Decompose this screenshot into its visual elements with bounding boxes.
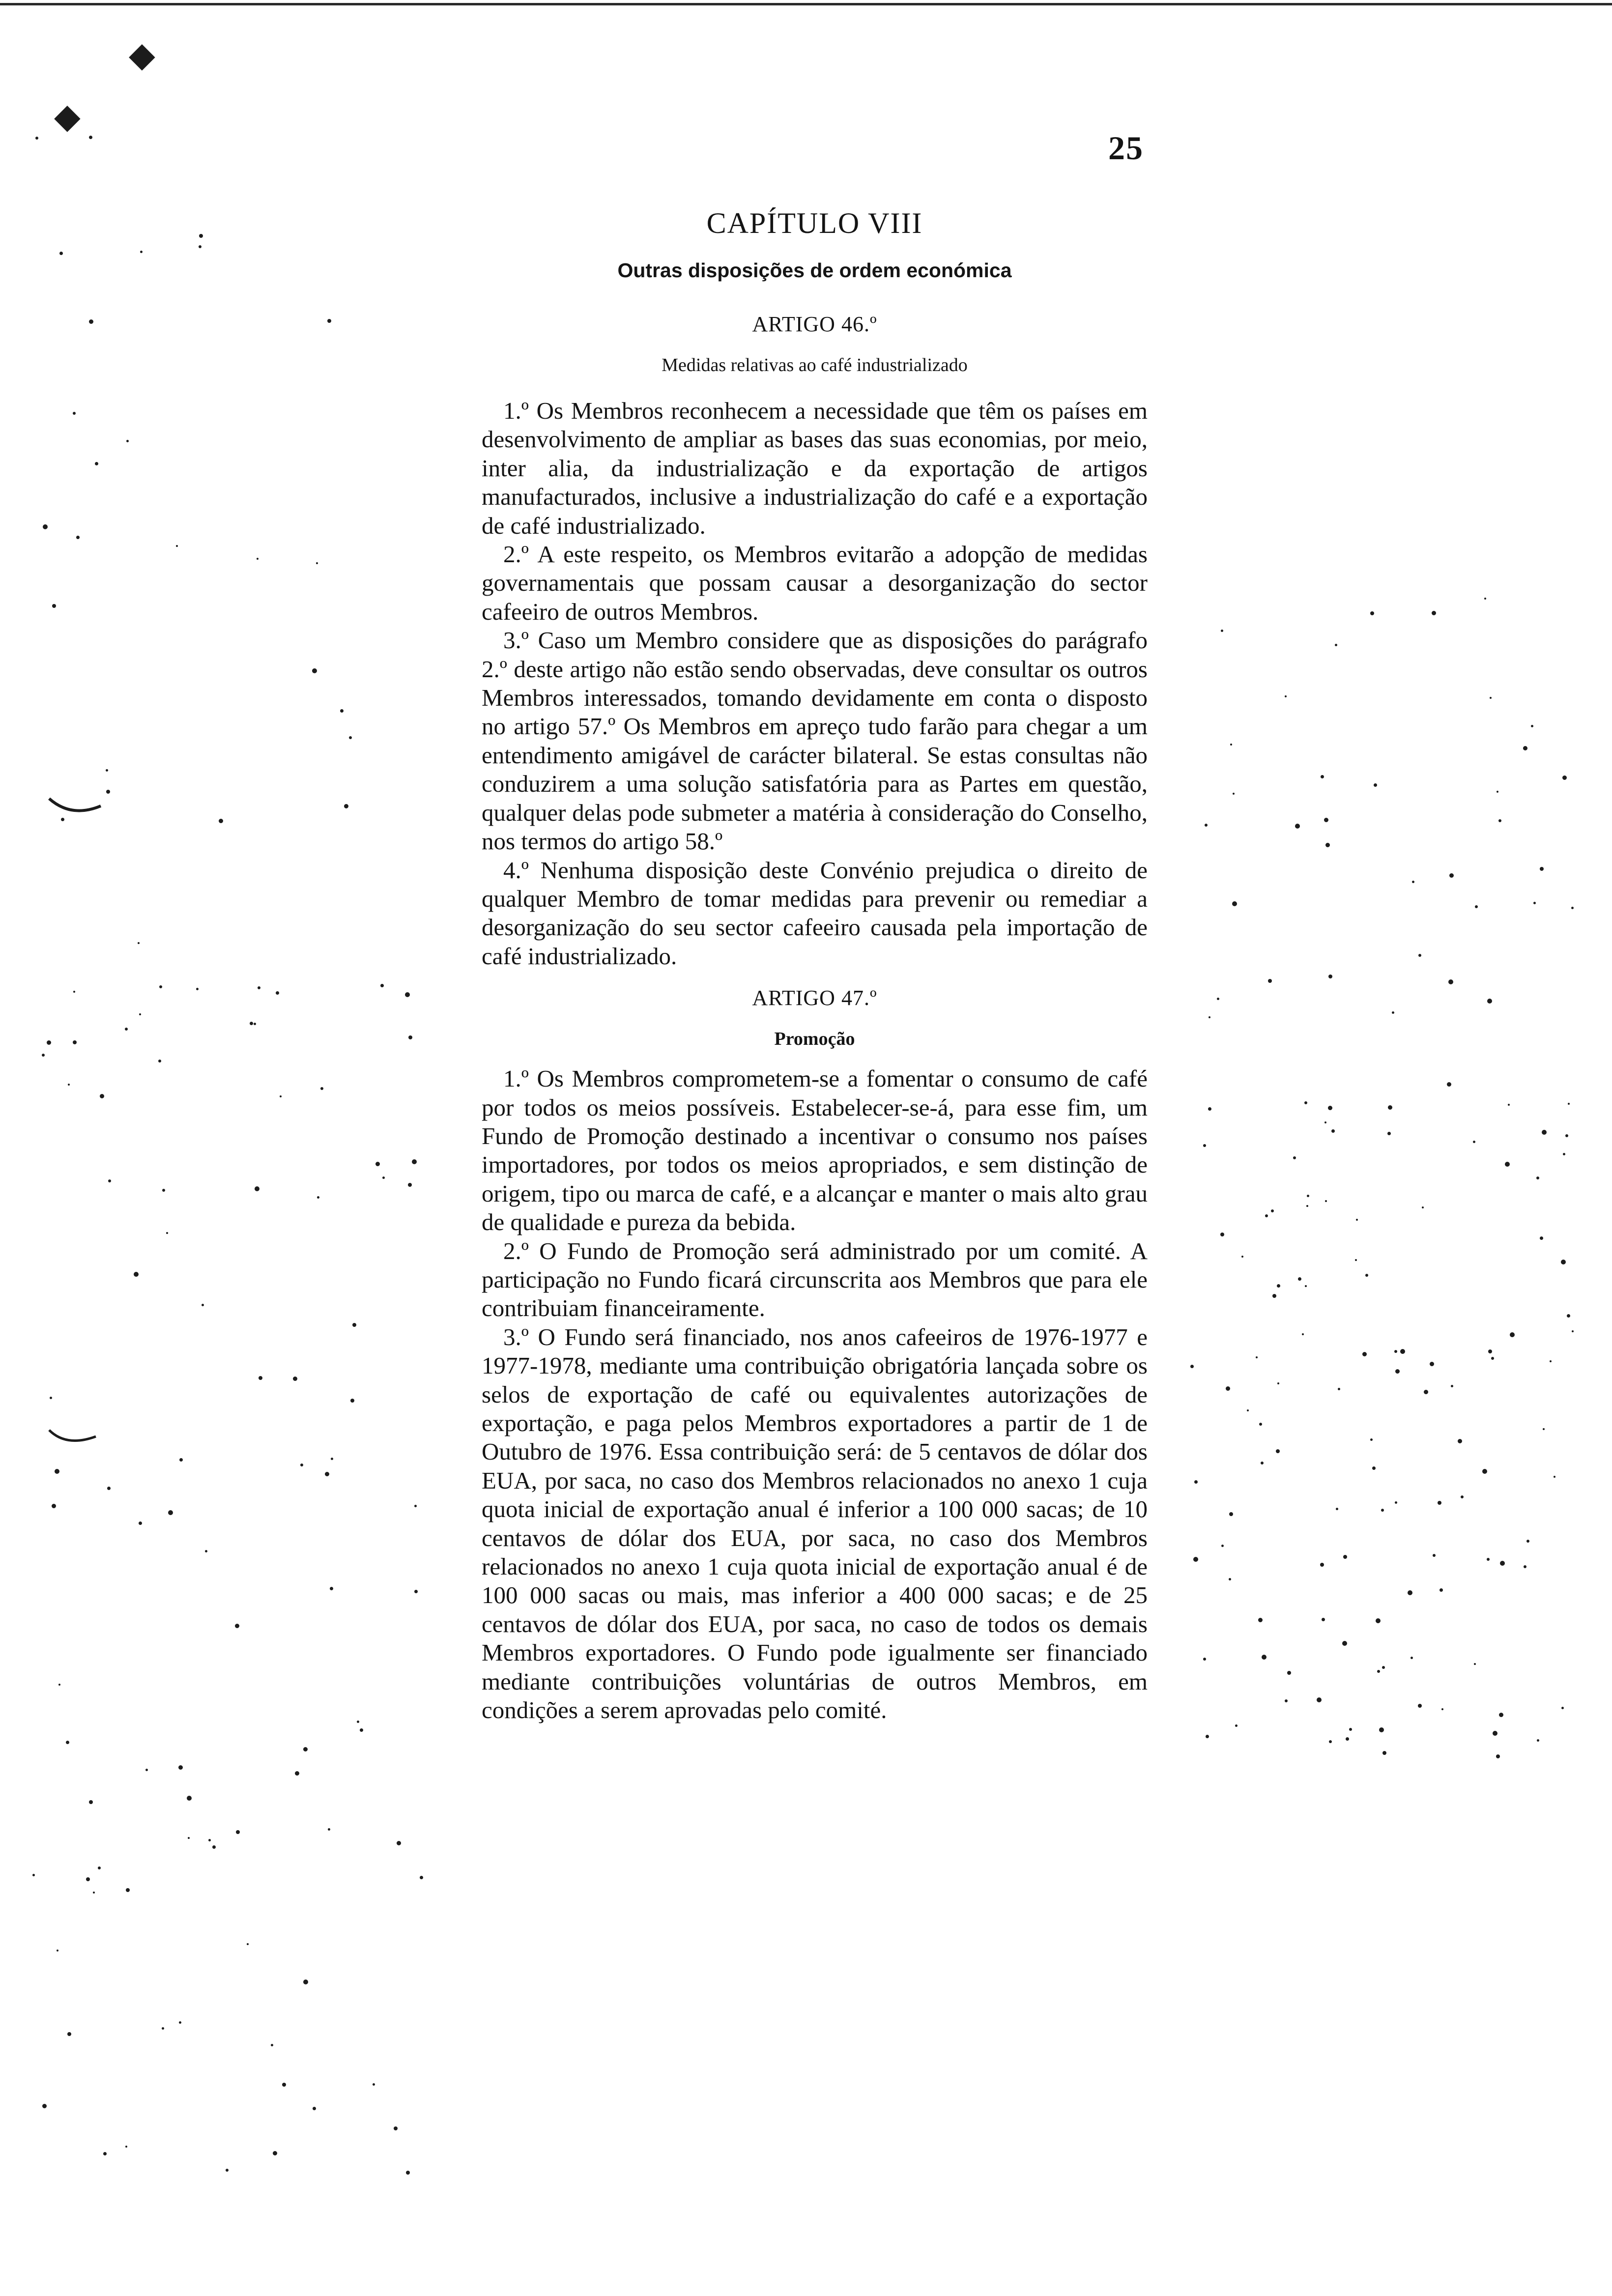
scan-speck [1487, 1558, 1490, 1561]
scan-speck [212, 1845, 216, 1849]
scan-speck [1305, 1285, 1307, 1287]
scan-speck [1433, 1554, 1436, 1557]
article-47-subtitle: Promoção [774, 1029, 855, 1050]
scan-speck [1356, 1219, 1358, 1221]
scan-speck [1550, 1360, 1552, 1362]
scan-speck [236, 1830, 240, 1834]
scan-speck [1484, 598, 1486, 600]
scan-speck [1325, 843, 1330, 847]
scan-speck [1400, 1349, 1405, 1354]
scan-speck [1317, 1697, 1322, 1702]
scan-speck [1320, 1563, 1324, 1567]
scan-speck [199, 234, 203, 238]
scan-speck [327, 319, 331, 323]
scan-speck [1561, 1260, 1566, 1264]
scan-speck [317, 1196, 319, 1199]
scan-speck [1335, 644, 1337, 646]
scan-speck [344, 804, 348, 808]
scan-speck [1285, 1699, 1288, 1702]
scan-speck [1491, 1357, 1494, 1360]
scan-speck [1508, 1104, 1510, 1106]
scan-speck [93, 1892, 95, 1894]
scan-speck [1451, 1385, 1453, 1387]
scan-speck [1568, 1103, 1570, 1105]
scan-speck [158, 1060, 161, 1062]
scan-speck [1487, 999, 1492, 1004]
scan-speck [1387, 1132, 1391, 1135]
scan-artifact-curve [47, 794, 106, 823]
scan-speck [1474, 1663, 1476, 1665]
scan-speck [1395, 1369, 1400, 1374]
scan-speck [187, 1796, 192, 1801]
scan-speck [1475, 905, 1478, 908]
scan-speck [1395, 1501, 1397, 1504]
scan-speck [1531, 725, 1533, 727]
scan-speck [1493, 1731, 1497, 1736]
scan-speck [73, 412, 76, 415]
scan-speck [1496, 1754, 1500, 1758]
scan-speck [1232, 901, 1237, 906]
scan-speck [316, 562, 318, 564]
scan-speck [258, 986, 260, 989]
scan-speck [235, 1624, 239, 1628]
scan-speck [89, 1800, 93, 1804]
scan-speck [1388, 1105, 1392, 1110]
scan-speck [1410, 1657, 1413, 1659]
scan-speck [89, 136, 92, 139]
scan-speck [1241, 1256, 1243, 1258]
scan-speck [1533, 902, 1536, 904]
scan-speck [1247, 1409, 1249, 1411]
article-46-body [482, 397, 1148, 971]
scan-speck [1382, 1666, 1385, 1669]
scan-speck [1430, 1362, 1434, 1366]
scan-speck [1293, 1156, 1296, 1159]
scan-speck [1561, 1707, 1564, 1709]
scan-speck [1461, 1495, 1464, 1498]
article-46-subtitle: Medidas relativas ao café industrializado [662, 355, 968, 375]
scan-speck [57, 1950, 58, 1952]
scan-speck [66, 1741, 69, 1744]
scan-speck [350, 1399, 354, 1403]
scan-speck [73, 991, 75, 993]
scan-speck [42, 2104, 47, 2108]
scan-speck [159, 985, 162, 988]
scan-speck [1336, 1508, 1338, 1510]
scan-speck [1542, 1130, 1547, 1135]
scan-speck [312, 668, 317, 673]
scan-speck [1448, 979, 1453, 984]
scan-speck [1209, 1016, 1210, 1018]
scan-speck [176, 545, 178, 547]
scan-speck [1382, 1751, 1386, 1755]
scan-speck [58, 1684, 60, 1686]
article-46-paragraph-3: 3.º Caso um Membro considere que as disposições do parágrafo 2.º deste artigo não estão sendo observadas, deve consultar os outros Membros interessados, tomando devidamente em conta o disposto no artigo 57.º Os Membros em apreço tudo farão para chegar a um entendimento amigável de carácter bilateral. Se estas consultas não conduzirem a uma solução satisfatória para as Partes em questão, qualquer delas pode submeter a matéria à consideração do Conselho, nos termos do artigo 58.º [482, 627, 1148, 855]
scan-speck [330, 1587, 333, 1590]
scan-speck [1295, 824, 1300, 829]
scan-speck [59, 252, 63, 255]
document-body [482, 206, 1148, 1724]
scan-speck [196, 988, 199, 990]
scan-speck [1362, 1352, 1367, 1356]
scan-speck [382, 1177, 385, 1179]
scan-speck [357, 1721, 359, 1723]
scan-speck [1285, 695, 1287, 697]
scan-speck [76, 536, 80, 539]
scan-speck [100, 1094, 104, 1098]
scan-speck [1563, 1153, 1565, 1155]
scan-speck [1439, 1588, 1443, 1592]
scan-speck [1376, 1618, 1381, 1623]
scan-speck [352, 1323, 356, 1327]
scan-speck [331, 1458, 333, 1460]
scan-speck [1194, 1480, 1198, 1484]
scan-speck [1302, 1333, 1304, 1335]
scan-speck [1523, 746, 1527, 750]
scan-speck [1500, 1561, 1505, 1566]
scan-speck [1381, 1509, 1384, 1512]
scan-speck [1498, 819, 1501, 822]
scan-speck [1220, 1233, 1224, 1236]
scan-speck [247, 1943, 249, 1945]
scan-speck [140, 251, 143, 253]
scan-speck [168, 1510, 173, 1515]
scan-speck [1370, 1438, 1373, 1441]
scan-speck [1265, 1214, 1268, 1217]
scan-speck [295, 1771, 299, 1776]
scan-speck [300, 1464, 303, 1466]
scan-speck [1261, 1462, 1264, 1464]
scan-speck [1540, 867, 1544, 871]
chapter-subtitle: Outras disposições de ordem económica [617, 259, 1012, 282]
scan-speck [408, 1035, 412, 1039]
scan-speck [125, 1028, 128, 1031]
scan-speck [1221, 1545, 1224, 1547]
scan-speck [303, 1747, 308, 1751]
scan-speck [219, 819, 223, 823]
scan-speck [1554, 1476, 1555, 1478]
scan-speck [420, 1876, 423, 1879]
scan-speck [1268, 979, 1272, 983]
scan-speck [280, 1095, 282, 1097]
scan-speck [271, 2044, 273, 2046]
article-47-paragraph-2: 2.º O Fundo de Promoção será administrado por um comité. A participação no Fundo ficará circunscrita aos Membros que para ele contribuiam financeiramente. [482, 1237, 1148, 1322]
scan-speck [1272, 1294, 1276, 1298]
scan-speck [42, 1054, 45, 1057]
scan-speck [1571, 907, 1574, 909]
scan-speck [145, 1769, 148, 1771]
scan-speck [1482, 1469, 1487, 1474]
scan-speck [1307, 1195, 1309, 1197]
scan-speck [1338, 1388, 1340, 1390]
scan-speck [1277, 1382, 1279, 1384]
scan-artifact-mark: ◆ [54, 96, 81, 136]
scan-speck [1271, 1209, 1274, 1212]
scan-speck [313, 2107, 316, 2110]
scan-speck [179, 1458, 183, 1462]
scan-speck [397, 1841, 401, 1845]
scan-speck [325, 1472, 329, 1476]
scan-speck [259, 1376, 262, 1380]
scan-speck [1537, 1739, 1539, 1742]
scan-speck [1510, 1332, 1515, 1337]
scan-speck [226, 2169, 229, 2172]
scan-speck [408, 1183, 412, 1187]
article-47-body [482, 1064, 1148, 1724]
scan-speck [1488, 1349, 1492, 1353]
scan-speck [125, 2146, 127, 2148]
scan-speck [394, 2126, 398, 2130]
scan-speck [1230, 744, 1232, 746]
scan-speck [179, 2021, 181, 2024]
article-47-paragraph-3: 3.º O Fundo será financiado, nos anos cafeeiros de 1976-1977 e 1977-1978, mediante uma contribuição obrigatória lançada sobre os selos de exportação de café ou equivalentes autorizações de exportação, e paga pelos Membros exportadores a partir de 1 de Outubro de 1976. Essa contribuição será: de 5 centavos de dólar dos EUA, por saca, no caso dos Membros relacionados no anexo 1 cuja quota inicial de exportação anual é inferior a 100 000 sacas; de 10 centavos de dólar dos EUA, por saca, no caso dos Membros relacionados no anexo 1 cuja quota inicial de exportação anual é de 100 000 sacas ou mais, mas inferior a 400 000 sacas; e de 25 centavos de dólar dos EUA, por saca, no caso de todos os demais Membros exportadores. O Fundo pode igualmente ser financiado mediante contribuições voluntárias de outros Membros, em condições a serem aprovadas pelo comité. [482, 1323, 1148, 1724]
chapter-title: CAPÍTULO VIII [706, 207, 923, 239]
scan-speck [1562, 775, 1567, 780]
scan-speck [293, 1377, 297, 1381]
scan-speck [1372, 1466, 1376, 1470]
scan-speck [1565, 1134, 1568, 1137]
scan-speck [373, 2083, 375, 2086]
article-46-paragraph-1: 1.º Os Membros reconhecem a necessidade que têm os países em desenvolvimento de ampliar as bases das suas economias, por meio, inter alia, da industrialização e da exportação de artigos manufacturados, inclusive a industrialização do café e a exportação de café industrializado. [482, 397, 1148, 539]
scan-speck [380, 984, 384, 987]
scan-speck [126, 1888, 130, 1892]
scan-speck [328, 1828, 330, 1831]
scan-speck [43, 524, 48, 529]
scan-speck [1524, 1565, 1526, 1568]
scan-speck [282, 2083, 286, 2087]
scan-speck [1322, 1618, 1325, 1621]
scan-speck [106, 790, 110, 794]
scan-speck [1328, 1106, 1332, 1110]
scan-speck [1324, 818, 1328, 822]
scan-speck [1572, 1330, 1574, 1332]
article-46-paragraph-2: 2.º A este respeito, os Membros evitarão a adopção de medidas governamentais que possam causar a desorganização do sector cafeeiro de outros Membros. [482, 541, 1148, 625]
scan-speck [1408, 1590, 1412, 1595]
scan-speck [162, 2027, 164, 2030]
scan-artifact-mark: ◆ [129, 34, 155, 75]
scan-speck [1526, 1540, 1529, 1543]
scan-speck [250, 1022, 253, 1025]
scan-speck [1499, 1713, 1503, 1717]
scan-speck [1276, 1449, 1280, 1453]
article-47-title: ARTIGO 47.º [752, 986, 877, 1010]
scan-speck [55, 1469, 59, 1474]
scan-speck [360, 1728, 363, 1732]
scan-speck [1536, 1177, 1539, 1179]
scan-speck [254, 1023, 256, 1025]
scan-speck [1365, 1274, 1368, 1277]
scan-speck [1447, 1082, 1451, 1087]
scan-speck [349, 736, 352, 739]
scan-speck [1259, 1423, 1262, 1426]
scan-speck [1304, 1101, 1307, 1104]
scan-speck [208, 1839, 211, 1841]
scan-speck [340, 709, 344, 713]
scan-speck [1458, 1439, 1462, 1443]
scan-speck [139, 1013, 141, 1015]
scan-speck [276, 991, 279, 995]
scan-speck [108, 1179, 111, 1182]
scan-speck [257, 558, 259, 560]
scan-speck [1203, 1144, 1206, 1147]
scan-speck [1208, 1107, 1211, 1111]
scan-speck [320, 1087, 323, 1090]
scan-speck [1287, 1671, 1291, 1675]
scan-speck [103, 2152, 107, 2155]
scan-speck [1324, 1121, 1326, 1123]
scan-speck [98, 1866, 101, 1869]
scan-speck [134, 1272, 139, 1277]
scan-speck [139, 1521, 142, 1525]
scan-speck [375, 1162, 380, 1166]
scan-speck [414, 1505, 417, 1507]
scan-speck [1298, 1277, 1301, 1281]
scan-speck [1355, 1259, 1357, 1261]
article-46-title: ARTIGO 46.º [752, 312, 877, 336]
scan-speck [1221, 630, 1223, 632]
scan-speck [1392, 1011, 1394, 1014]
scan-speck [1497, 791, 1498, 793]
scan-speck [1432, 611, 1436, 615]
scan-speck [303, 1980, 308, 1984]
scan-artifact-curve [47, 1428, 101, 1452]
scan-speck [1346, 1737, 1349, 1741]
scan-speck [1325, 1200, 1327, 1202]
scan-speck [1543, 1428, 1545, 1430]
article-47-paragraph-1: 1.º Os Membros comprometem-se a fomentar o consumo de café por todos os meios possíveis. Estabelecer-se-á, para esse fim, um Fundo de Promoção destinado a incentivar o consumo nos países importadores, por todos os meios apropriados, e sem distinção de origem, tipo ou marca de café, e a alcançar e manter o mais alto grau de qualidade e pureza da bebida. [482, 1065, 1148, 1236]
scan-speck [1374, 783, 1377, 787]
scan-speck [1206, 1735, 1209, 1738]
scan-speck [1277, 1284, 1280, 1288]
scan-speck [166, 1232, 168, 1234]
scan-speck [1258, 1618, 1263, 1622]
scan-speck [1203, 1658, 1206, 1661]
scan-speck [255, 1186, 259, 1191]
scan-speck [138, 942, 140, 944]
scan-speck [1394, 1350, 1397, 1353]
scan-speck [1377, 1670, 1380, 1673]
scan-speck [199, 245, 202, 248]
scan-speck [1422, 1206, 1424, 1208]
scan-speck [47, 1040, 51, 1045]
page-top-border [0, 3, 1612, 5]
scan-speck [1217, 998, 1219, 1000]
scan-speck [1205, 824, 1208, 827]
scan-speck [1370, 611, 1374, 615]
scan-speck [50, 1397, 52, 1399]
scan-speck [1328, 975, 1332, 978]
scan-speck [32, 1874, 35, 1876]
scan-speck [1449, 873, 1454, 878]
scan-speck [1490, 697, 1492, 699]
scan-speck [1229, 1578, 1231, 1580]
scan-speck [1412, 881, 1414, 883]
scan-speck [52, 604, 56, 608]
scan-speck [89, 319, 93, 324]
scan-speck [1190, 1365, 1194, 1368]
scan-speck [1256, 1356, 1258, 1358]
scan-speck [1229, 1512, 1233, 1516]
scan-speck [178, 1765, 183, 1770]
scan-speck [1226, 1386, 1230, 1391]
scan-speck [1349, 1728, 1352, 1731]
scan-speck [406, 2171, 410, 2175]
scan-speck [1424, 1390, 1428, 1394]
scan-speck [1379, 1727, 1384, 1732]
scan-speck [1505, 1162, 1510, 1167]
scan-speck [1329, 1740, 1332, 1743]
scan-speck [1567, 1314, 1570, 1318]
scan-speck [412, 1159, 417, 1164]
scan-speck [1418, 1704, 1422, 1708]
page-number: 25 [1108, 129, 1144, 167]
scan-speck [1321, 775, 1324, 778]
scan-speck [95, 462, 98, 465]
scan-speck [67, 2032, 71, 2036]
scan-speck [1233, 793, 1235, 795]
scan-speck [202, 1304, 204, 1306]
scan-speck [73, 1040, 77, 1044]
scan-speck [1540, 1236, 1543, 1240]
scan-speck [188, 1837, 190, 1839]
scan-speck [1343, 1555, 1347, 1559]
scan-speck [86, 1877, 90, 1881]
scan-speck [52, 1504, 56, 1508]
scan-speck [273, 2151, 277, 2155]
scan-speck [1193, 1557, 1198, 1562]
scan-speck [1342, 1641, 1347, 1646]
scan-speck [1418, 954, 1421, 957]
scan-speck [1331, 1129, 1335, 1133]
scan-speck [1235, 1724, 1238, 1727]
scan-speck [1262, 1655, 1267, 1660]
article-46-paragraph-4: 4.º Nenhuma disposição deste Convénio prejudica o direito de qualquer Membro de tomar medidas para prevenir ou remediar a desorganização do seu sector cafeeiro causada pela importação de café industrializado. [482, 856, 1148, 970]
scan-speck [68, 1084, 70, 1086]
scan-speck [162, 1189, 165, 1192]
scan-speck [1306, 1205, 1308, 1207]
scan-speck [1473, 1141, 1475, 1143]
scan-speck [414, 1590, 418, 1593]
scan-speck [106, 769, 108, 772]
scan-speck [61, 818, 64, 821]
scan-speck [35, 137, 38, 140]
scan-speck [1441, 1708, 1443, 1710]
scan-speck [1438, 1501, 1441, 1505]
scan-speck [126, 440, 129, 442]
scan-speck [205, 1550, 207, 1552]
scan-speck [405, 992, 410, 997]
scan-speck [107, 1487, 111, 1490]
